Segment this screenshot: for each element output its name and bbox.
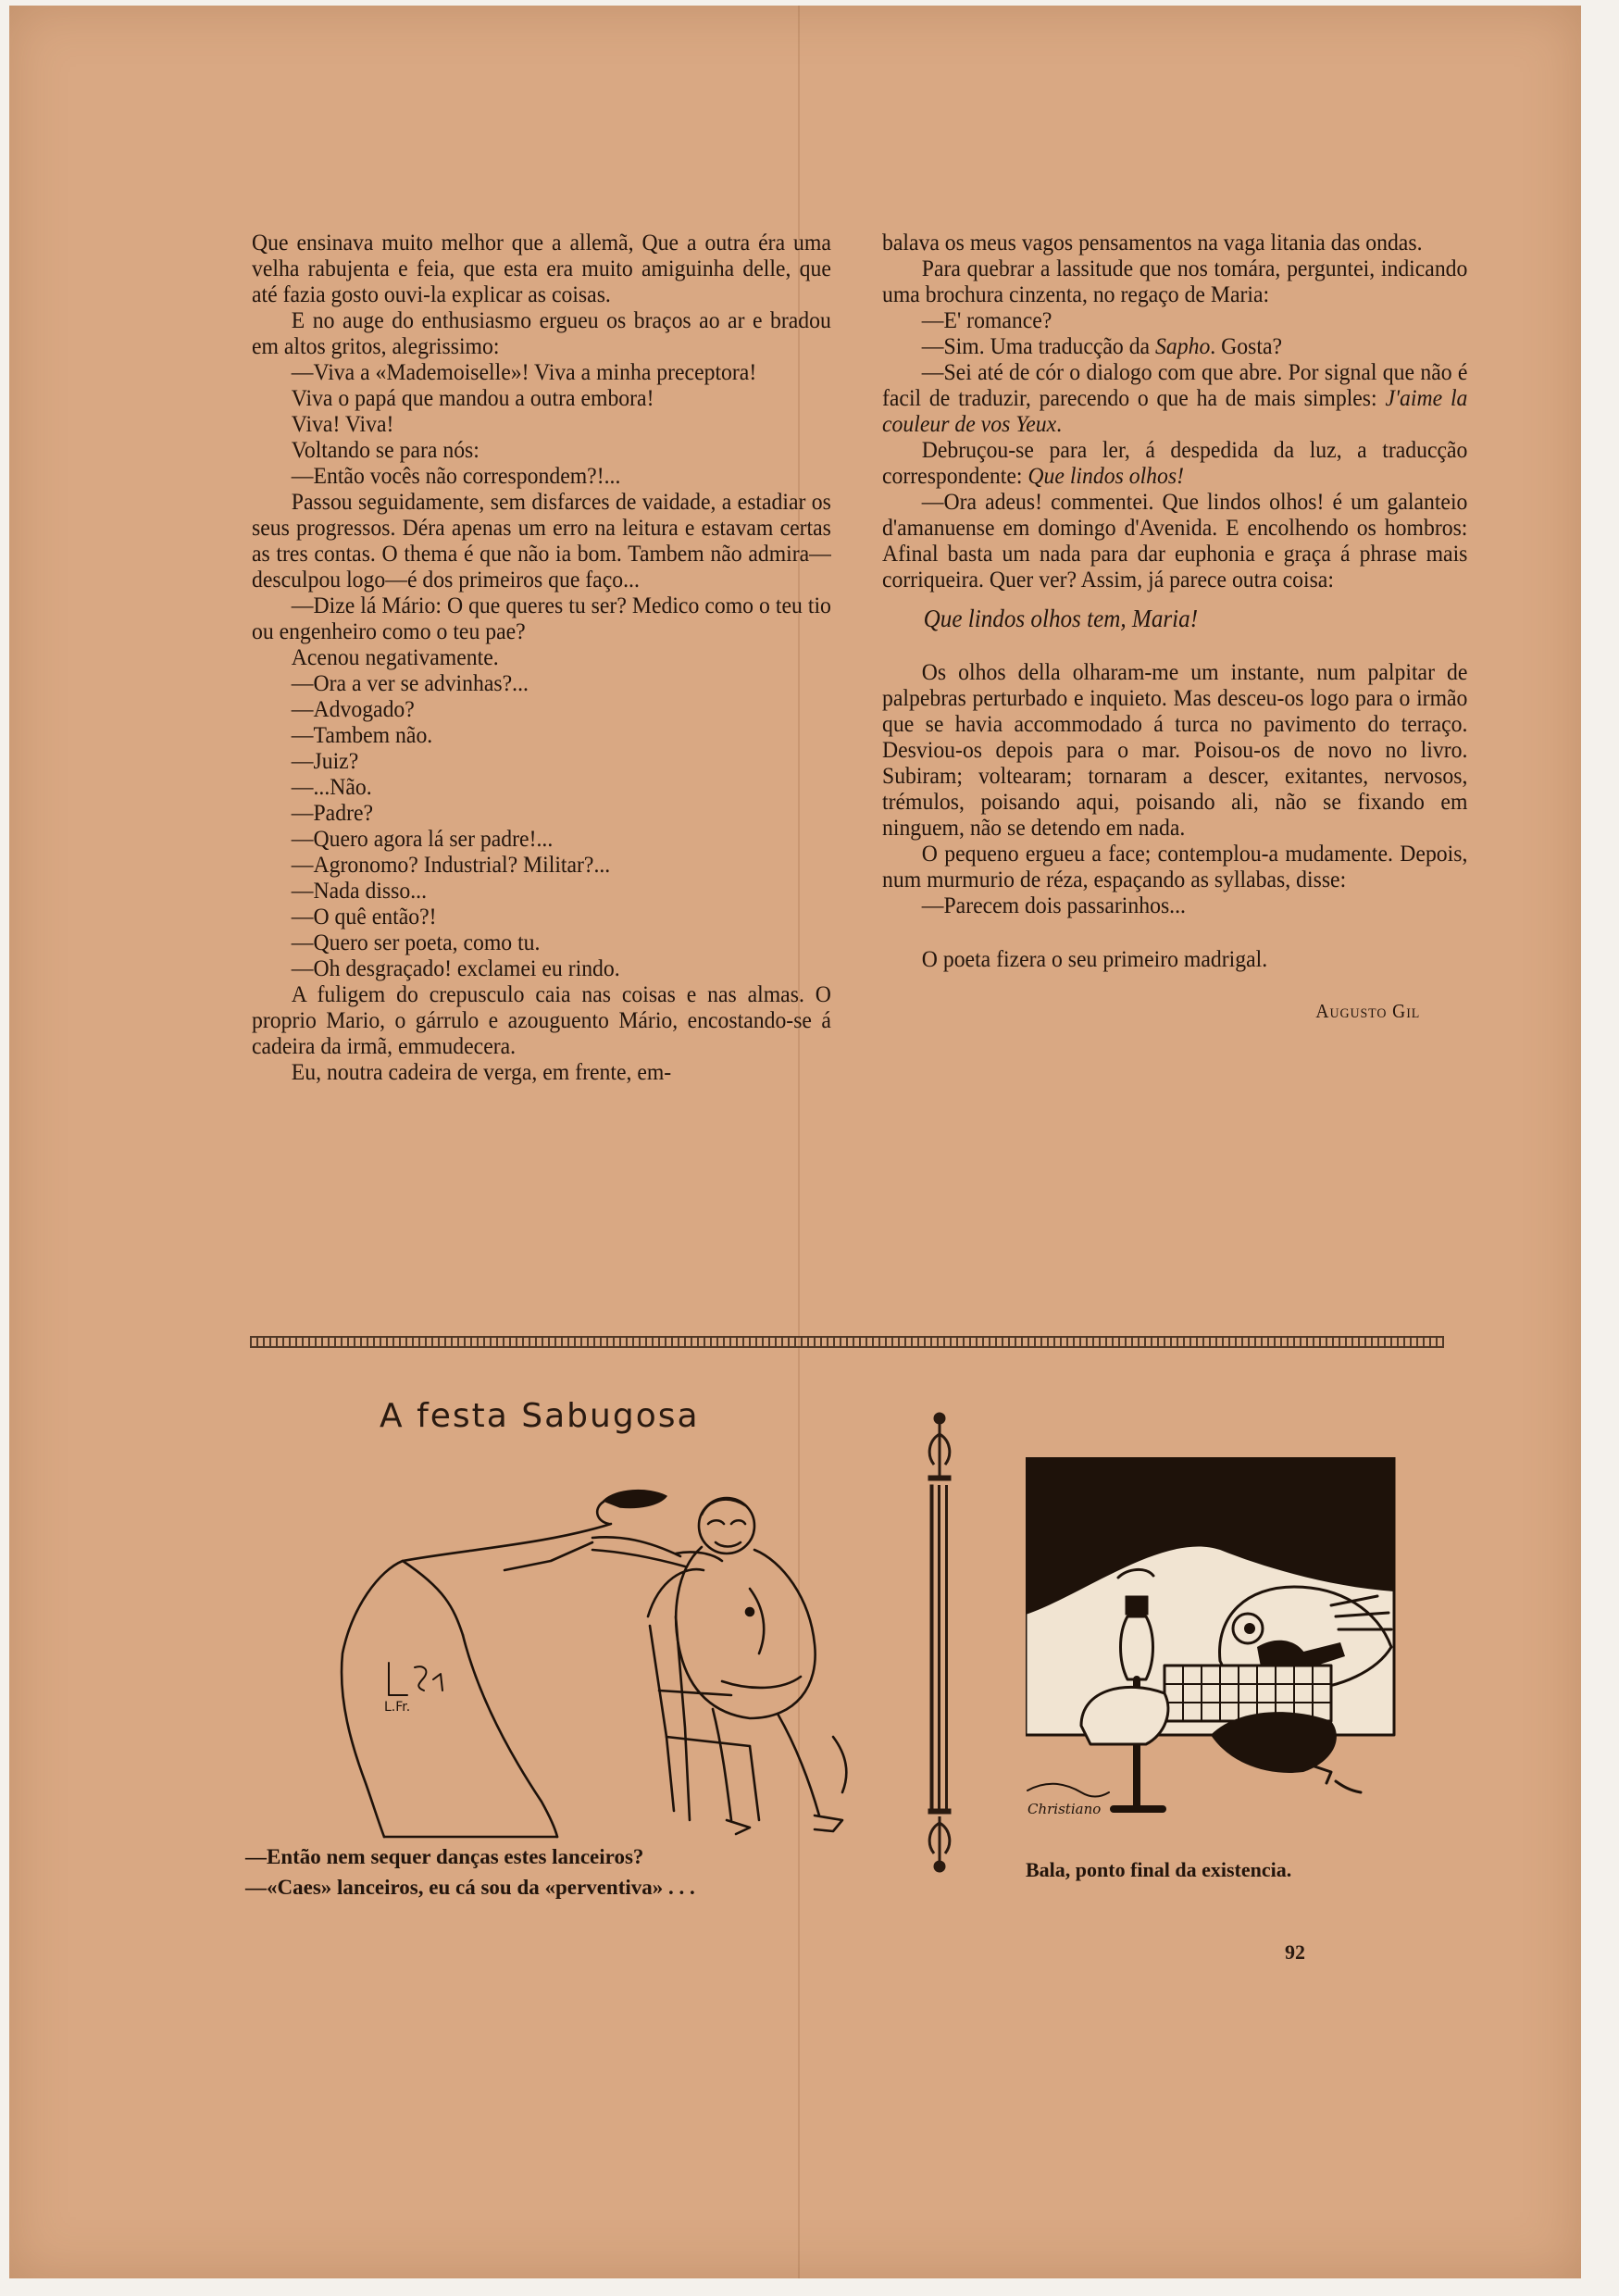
paragraph: Viva! Viva!: [291, 410, 394, 437]
paragraph: —E' romance?: [921, 306, 1052, 333]
article-right-column: [882, 230, 1467, 1024]
paragraph: Viva o papá que mandou a outra embora!: [291, 384, 654, 411]
paragraph: Acenou negativamente.: [291, 643, 499, 670]
paragraph: —Então vocês não correspondem?!...: [291, 462, 621, 489]
text-run: —Sim. Uma traducção da: [921, 332, 1156, 359]
text-run: .: [1056, 410, 1063, 437]
paragraph: [882, 359, 1467, 437]
ornamental-divider: [921, 1411, 958, 1874]
paragraph: [882, 333, 1467, 359]
text-run: Debruçou-se para ler, á despedida da luz, a traducção correspondente:: [882, 436, 1468, 489]
cartoon-caption: [245, 1841, 893, 1903]
paragraph: A fuligem do crepusculo caia nas coisas e nas almas. O proprio Mario, o gárrulo e azouguento Mário, encostando-se á cadeira da irmã, emmudecera.: [252, 980, 831, 1059]
cartoon-festa-sabugosa: [315, 1468, 870, 1839]
paragraph: —Juiz?: [291, 747, 359, 774]
book-title: Sapho: [1155, 332, 1211, 359]
page-number: 92: [1285, 1940, 1305, 1964]
caption-line: —«Caes» lanceiros, eu cá sou da «perventiva» . . .: [245, 1876, 695, 1899]
caption-line: —Então nem sequer danças estes lanceiros?: [245, 1845, 644, 1868]
madrigal-verse: Que lindos olhos tem, Maria!: [923, 605, 1199, 632]
paragraph: Passou seguidamente, sem disfarces de vaidade, a estadiar os seus progressos. Déra apenas um erro na leitura e estavam certas as tres contas. O thema é que não ia bom. Tambem não admira—desculpou logo—é dos primeiros que faço...: [252, 488, 831, 593]
text-run: —Sei até de cór o dialogo com que abre. Por signal que não é facil de traduzir, parecendo o que ha de mais simples:: [882, 358, 1468, 411]
paragraph: balava os meus vagos pensamentos na vaga litania das ondas.: [882, 229, 1423, 256]
cartoon-signature: L.Fr.: [384, 1700, 411, 1715]
paragraph: —Oh desgraçado! exclamei eu rindo.: [291, 955, 620, 981]
cartoon-signature: Christiano: [1027, 1801, 1102, 1817]
author-signature: Augusto Gil: [1315, 1000, 1421, 1022]
cartoon-bala: [1026, 1457, 1396, 1823]
paragraph: Que ensinava muito melhor que a allemã, Que a outra éra uma velha rabujenta e feia, que esta era muito amiguinha delle, que até fazia gosto ouvi-la explicar as coisas.: [252, 229, 831, 307]
paragraph: —Quero ser poeta, como tu.: [291, 929, 541, 955]
paragraph: —Viva a «Mademoiselle»! Viva a minha preceptora!: [291, 358, 757, 385]
paragraph: —...Não.: [291, 773, 372, 800]
paragraph: O pequeno ergueu a face; contemplou-a mudamente. Depois, num murmurio de réza, espaçando as syllabas, disse:: [882, 840, 1468, 892]
newspaper-page: [9, 6, 1581, 2278]
article-left-column: [252, 230, 831, 1085]
paragraph: Voltando se para nós:: [291, 436, 479, 463]
paragraph: —Ora adeus! commentei. Que lindos olhos! é um galanteio d'amanuense em domingo d'Avenida. E encolhendo os hombros: Afinal basta um nada para dar euphonia e graça á phrase mais corriqueira. Quer ver? Assim, já parece outra coisa:: [882, 488, 1468, 593]
section-separator: [250, 1336, 1444, 1348]
paragraph: —O quê então?!: [291, 903, 437, 930]
paragraph: —Parecem dois passarinhos...: [921, 892, 1186, 918]
paragraph: —Dize lá Mário: O que queres tu ser? Medico como o teu tio ou engenheiro como o teu pae?: [252, 592, 831, 644]
paragraph: —Padre?: [291, 799, 374, 826]
paragraph: E no auge do enthusiasmo ergueu os braços ao ar e bradou em altos gritos, alegrissimo:: [252, 306, 831, 359]
paragraph: —Ora a ver se advinhas?...: [291, 669, 529, 696]
text-run: . Gosta?: [1210, 332, 1283, 359]
paragraph: —Nada disso...: [291, 877, 428, 904]
paragraph: Eu, noutra cadeira de verga, em frente, em-: [291, 1058, 672, 1085]
paragraph: [882, 437, 1467, 489]
cartoon-caption: Bala, ponto final da existencia.: [1026, 1858, 1292, 1881]
paragraph: O poeta fizera o seu primeiro madrigal.: [921, 945, 1268, 972]
cartoon-title: A festa Sabugosa: [380, 1397, 700, 1435]
paragraph: Os olhos della olharam-me um instante, num palpitar de palpebras perturbado e inquieto. Mas desceu-os logo para o irmão que se havia accommodado á turca no pavimento do terraço. Desviou-os depois para o mar. Poisou-os de novo no livro. Subiram; voltearam; tornaram a descer, exitantes, nervosos, trémulos, poisando aqui, poisando ali, não se fixando em ninguem, não se detendo em nada.: [882, 658, 1468, 841]
paragraph: —Tambem não.: [291, 721, 433, 748]
translation-quote: Que lindos olhos!: [1027, 462, 1185, 489]
paragraph: Para quebrar a lassitude que nos tomára, perguntei, indicando uma brochura cinzenta, no regaço de Maria:: [882, 255, 1468, 307]
paragraph: —Advogado?: [291, 695, 415, 722]
paragraph: —Quero agora lá ser padre!...: [291, 825, 554, 852]
french-quote: J'aime la couleur de vos Yeux: [882, 384, 1468, 437]
paragraph: —Agronomo? Industrial? Militar?...: [291, 851, 611, 878]
